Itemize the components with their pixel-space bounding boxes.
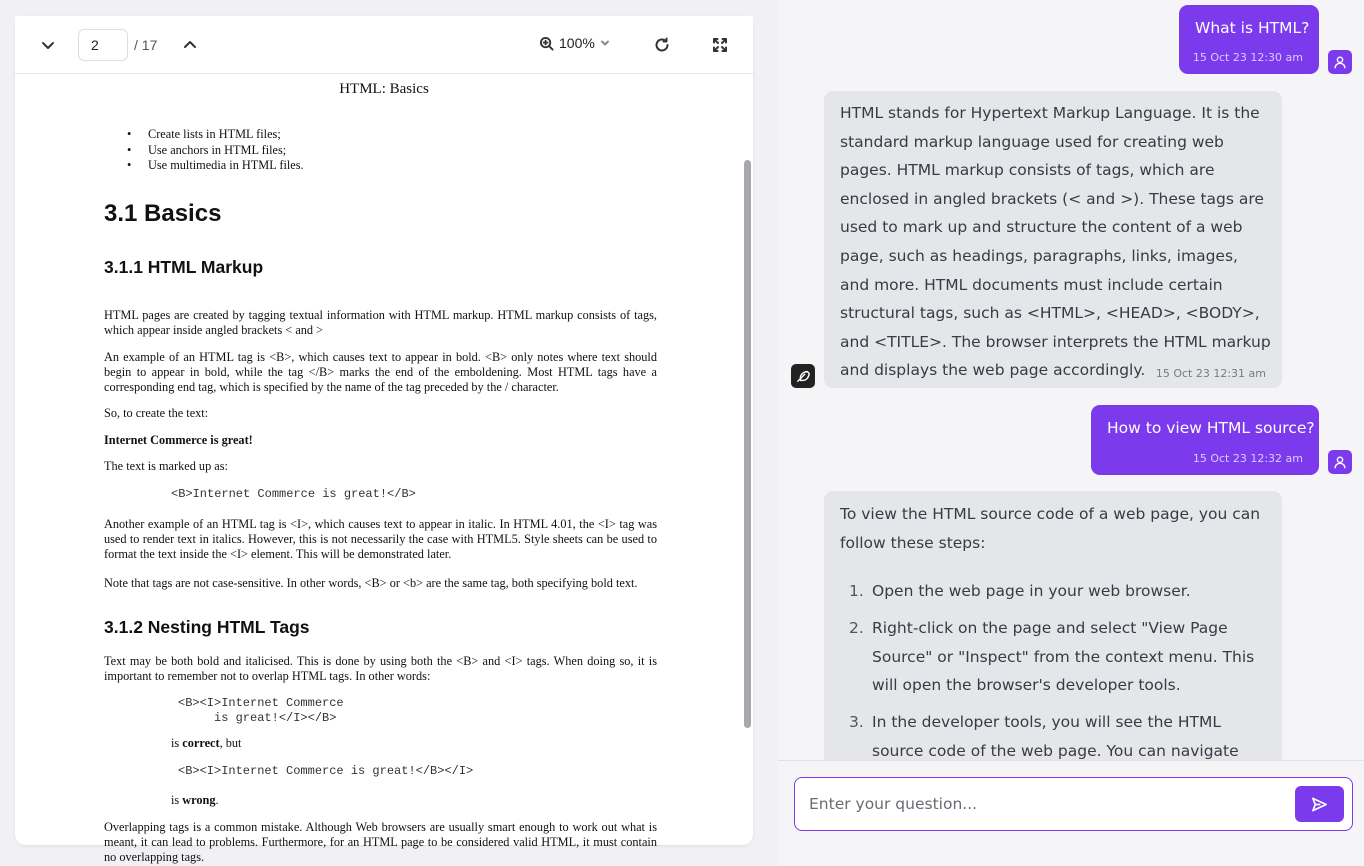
page-total: / 17 [134,37,158,53]
paragraph: So, to create the text: [104,406,209,420]
message-text: What is HTML? [1195,19,1310,37]
fullscreen-icon[interactable] [707,32,733,58]
section-heading: 3.1 Basics [104,200,222,227]
message-timestamp: 15 Oct 23 12:32 am [1192,452,1303,465]
question-input-box [794,777,1353,831]
message-text: HTML stands for Hypertext Markup Language. It is the standard markup language used for creating web pages. HTML markup consists of tags, which are enclosed in angled brackets (< and >). These tags are used to mark up and structure the content of a web page, such as headings, paragraphs, links, images, and more. HTML documents must include certain structural tags, such as <HTML>, <HEAD>, <BODY>, and <TITLE>. The browser interprets the HTML markup and displays the web page accordingly. [840,104,1271,380]
paragraph: HTML pages are created by tagging textual information with HTML markup. HTML markup consists of tags, which appear inside angled brackets < and > [104,308,657,337]
message-timestamp: 15 Oct 23 12:30 am [1192,51,1303,64]
feather-icon [791,364,815,388]
code-block: <B><I>Internet Commerce is great!</I></B> [178,696,344,725]
message-text: To view the HTML source code of a web page, you can follow these steps: [840,505,1261,552]
user-message [1179,5,1319,74]
subsection-heading: 3.1.1 HTML Markup [104,257,264,277]
paragraph: Text may be both bold and italicised. This is done by using both the <B> and <I> tags. When doing so, it is important to remember not to overlap HTML tags. In other words: [104,654,657,683]
list-item: • Create lists in HTML files; [148,127,304,143]
code-block: <B>Internet Commerce is great!</B> [171,487,416,501]
chat-panel [778,0,1364,866]
rotate-icon[interactable] [649,32,675,58]
ai-message [824,491,1282,791]
list-item: • Use multimedia in HTML files. [148,158,304,174]
paragraph: is wrong. [171,793,219,807]
message-text: How to view HTML source? [1107,419,1315,437]
message-timestamp: 15 Oct 23 12:31 am [1155,367,1266,380]
user-icon [1328,450,1352,474]
user-message [1091,405,1319,475]
send-icon [1311,796,1328,813]
paragraph: Another example of an HTML tag is <I>, which causes text to appear in italic. In HTML 4.01, the <I> tag was used to render text in italics. However, this is not necessarily the case with HTML5. Style sheets can be used to format the text inside the <I> element. This will be demonstrated later. [104,517,657,561]
page-header: HTML: Basics [339,81,429,97]
bullet-list [148,127,304,174]
pdf-viewer [15,16,753,864]
zoom-selector[interactable] [539,35,610,51]
chevron-down-icon[interactable] [35,32,61,58]
viewer-toolbar [15,16,753,74]
paragraph: Overlapping tags is a common mistake. Although Web browsers are usually smart enough to work out what is meant, it can lead to problems. Furthermore, for an HTML page to be considered valid HTML, it must contain no overlapping tags. [104,820,657,864]
user-icon [1328,50,1352,74]
pdf-scroll-area[interactable] [15,74,753,864]
paragraph: An example of an HTML tag is <B>, which causes text to appear in bold. <B> only notes where text should begin to appear in bold, while the tag </B> marks the end of the emboldening. Most HTML tags have a corresponding end tag, which is specified by the name of the tag preceded by the / character. [104,350,657,394]
list-item: 2. Right-click on the page and select "View Page Source" or "Inspect" from the context menu. This will open the browser's developer tools. [849,618,1255,695]
chevron-down-icon [600,38,610,48]
ai-message [824,91,1282,388]
subsection-heading: 3.1.2 Nesting HTML Tags [104,617,310,637]
paragraph: Note that tags are not case-sensitive. In other words, <B> or <b> are the same tag, both specifying bold text. [104,576,638,590]
send-button[interactable] [1295,786,1344,822]
list-item: 3. In the developer tools, you will see the HTML source code of the web page. You can navigate [849,713,1239,760]
chevron-up-icon[interactable] [177,32,203,58]
bold-example: Internet Commerce is great! [104,433,253,447]
question-input[interactable] [809,790,1279,818]
divider [778,760,1364,761]
list-item: 1. Open the web page in your web browser. [849,582,1191,600]
zoom-level: 100% [559,35,595,51]
page-number-input[interactable] [78,29,128,61]
scrollbar[interactable] [744,160,751,728]
paragraph: The text is marked up as: [104,459,228,473]
code-block: <B><I>Internet Commerce is great!</B></I> [178,764,474,778]
paragraph: is correct, but [171,736,242,750]
list-item: • Use anchors in HTML files; [148,143,304,159]
zoom-in-icon [539,36,554,51]
